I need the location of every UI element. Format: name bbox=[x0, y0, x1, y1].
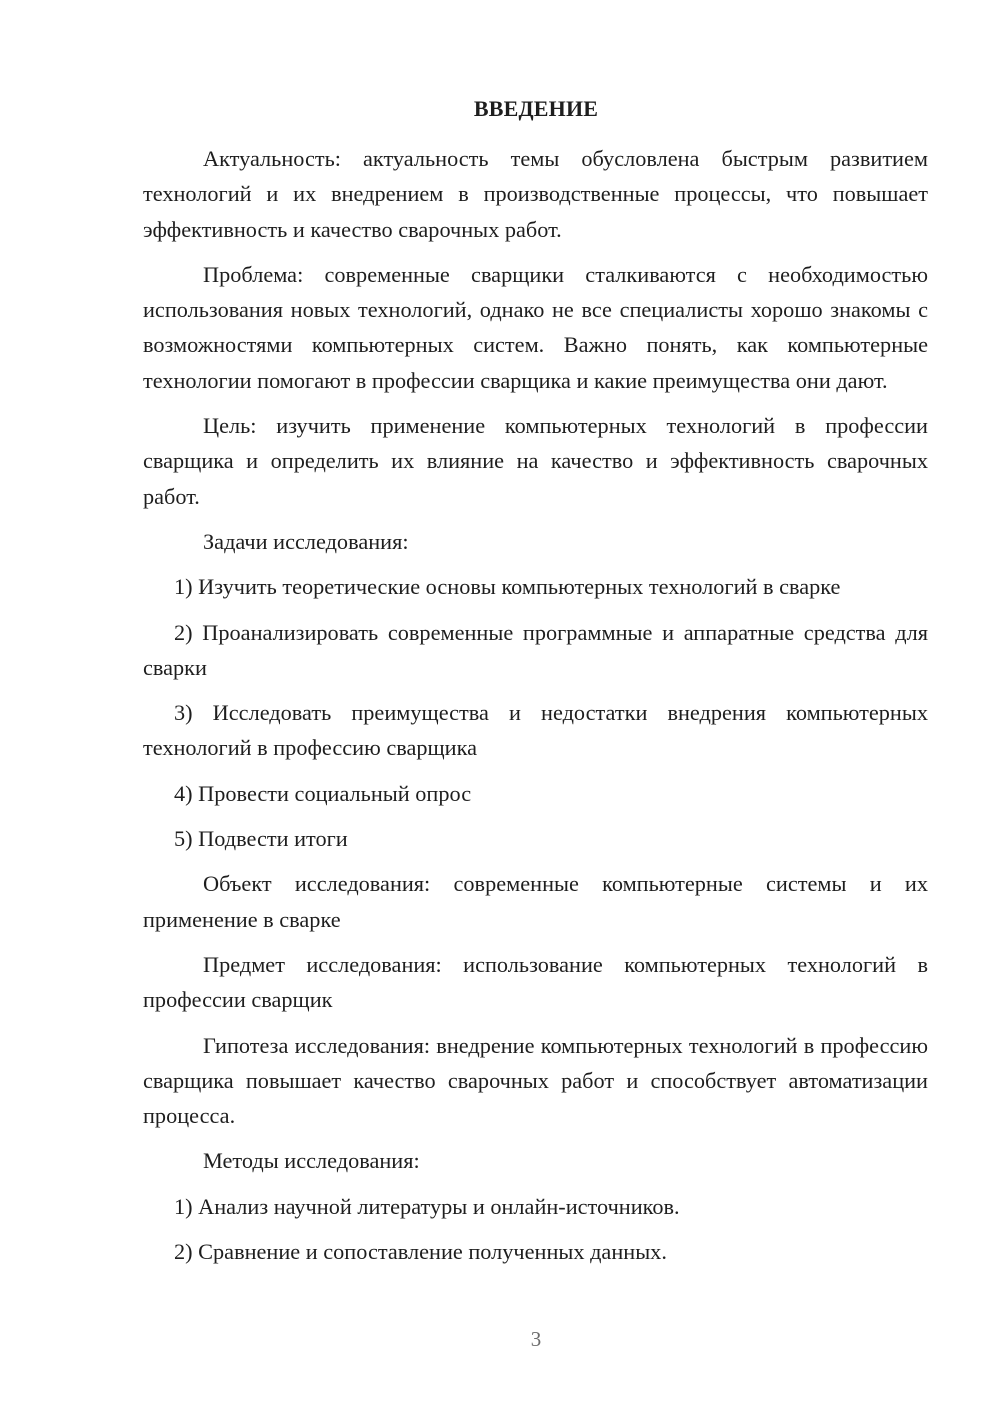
paragraph-relevance: Актуальность: актуальность темы обусловлена быстрым развитием технологий и их внедрением в производственные процессы, что повышает эффективность и качество сварочных работ. bbox=[143, 146, 928, 242]
task-item: 5) Подвести итоги bbox=[174, 826, 348, 852]
paragraph-object: Объект исследования: современные компьютерные системы и их применение в сварке bbox=[143, 871, 928, 932]
paragraph-methods-heading: Методы исследования: bbox=[203, 1148, 420, 1174]
paragraph-tasks-heading: Задачи исследования: bbox=[203, 528, 409, 554]
task-item: 4) Провести социальный опрос bbox=[174, 780, 472, 806]
paragraph-goal: Цель: изучить применение компьютерных технологий в профессии сварщика и определить их влияние на качество и эффективность сварочных работ. bbox=[143, 413, 928, 509]
page-number: 3 bbox=[530, 1327, 542, 1351]
paragraph-subject: Предмет исследования: использование компьютерных технологий в профессии сварщик bbox=[143, 951, 928, 1013]
task-item: 1) Изучить теоретические основы компьютерных технологий в сварке bbox=[174, 574, 841, 600]
method-item: 2) Сравнение и сопоставление полученных данных. bbox=[174, 1239, 667, 1265]
paragraph-problem: Проблема: современные сварщики сталкиваются с необходимостью использования новых технологий, однако не все специалисты хорошо знакомы с возможностями компьютерных систем. Важно понять, как компьютерные технологии помогают в профессии сварщика и какие преимущества они дают. bbox=[143, 261, 928, 393]
task-item: 2) Проанализировать современные программные и аппаратные средства для сварки bbox=[143, 619, 928, 680]
paragraph-hypothesis: Гипотеза исследования: внедрение компьютерных технологий в профессию сварщика повышает качество сварочных работ и способствует автоматизации процесса. bbox=[143, 1032, 928, 1129]
page-title: ВВЕДЕНИЕ bbox=[473, 96, 599, 121]
document-body bbox=[143, 141, 928, 1279]
method-item: 1) Анализ научной литературы и онлайн-источников. bbox=[174, 1193, 680, 1219]
task-item: 3) Исследовать преимущества и недостатки внедрения компьютерных технологий в профессию сварщика bbox=[143, 700, 928, 761]
